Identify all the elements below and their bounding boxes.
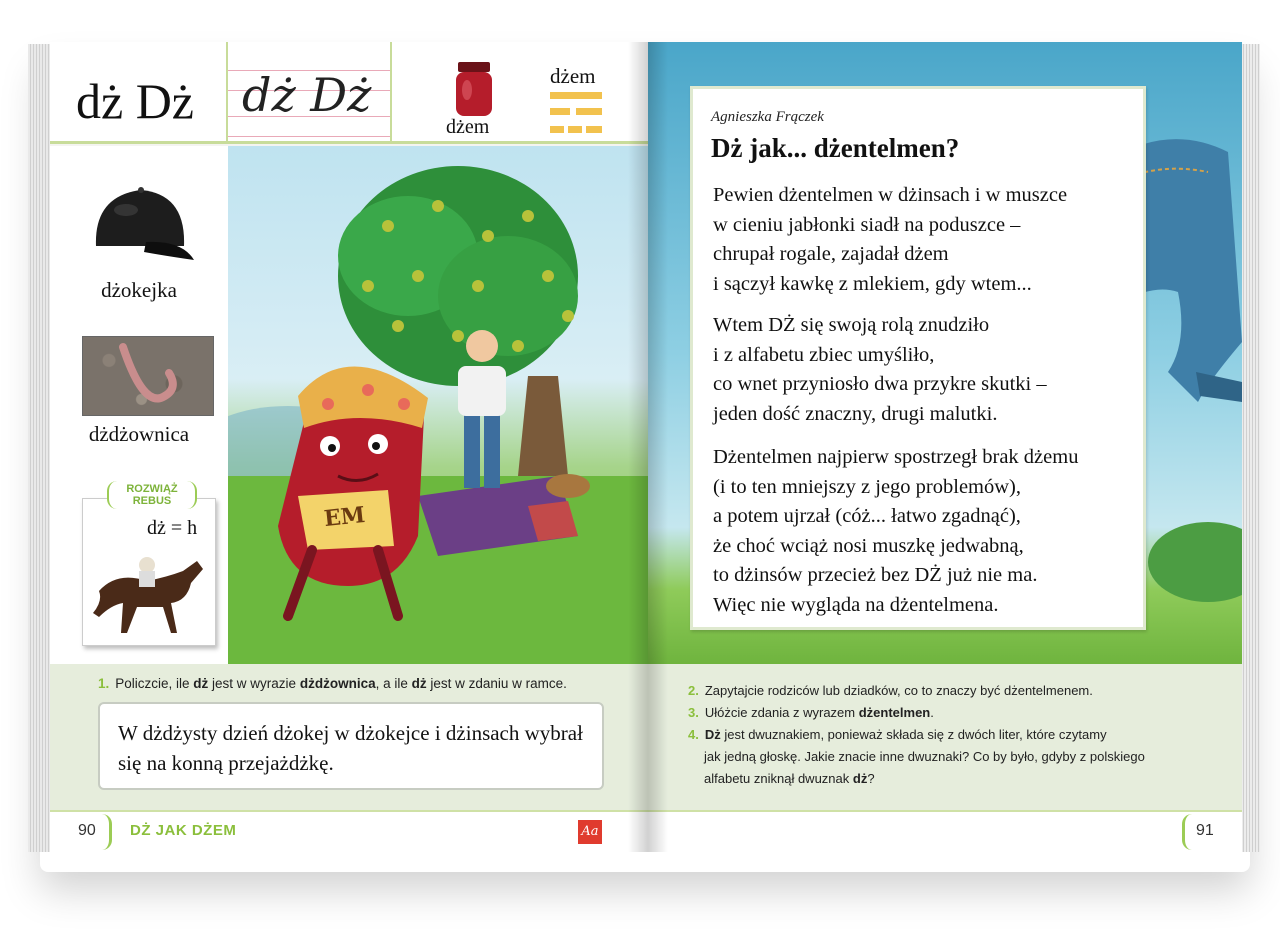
syllable-bar — [550, 108, 570, 115]
page-number-left: 90 — [78, 822, 96, 839]
poem-box — [690, 86, 1146, 630]
guide-line — [228, 136, 390, 137]
poem-line: Pewien dżentelmen w dżinsach i w muszce — [713, 184, 1068, 206]
earthworm-photo — [82, 336, 214, 416]
question-bold: Dż — [704, 727, 721, 742]
left-page — [50, 42, 650, 852]
questions-panel — [648, 664, 1242, 810]
poem-title: Dż jak... dżentelmen? — [711, 133, 960, 163]
jar-character-text: EM — [322, 501, 367, 533]
picture-column — [50, 146, 228, 666]
page-edges-right — [1240, 44, 1260, 852]
right-page — [648, 42, 1242, 852]
task-text: jest w zdaniu w ramce. — [426, 676, 567, 691]
syllable-word: dżem — [550, 64, 596, 88]
letters-header — [50, 42, 650, 144]
sentence-frame — [98, 702, 604, 790]
jar-word: dżem — [446, 116, 490, 138]
handwriting-icon: Aa — [578, 820, 602, 844]
question-number: 3. — [688, 705, 699, 720]
poem-line: a potem ujrzał (cóż... łatwo zgadnąć), — [713, 505, 1021, 527]
question-text: ? — [867, 771, 875, 786]
question-bold: dżentelmen — [858, 705, 931, 720]
poem-line: to dżinsów przecież bez DŻ już nie ma. — [713, 564, 1038, 586]
worm-label: dżdżownica — [88, 422, 190, 446]
poem-line: Więc nie wygląda na dżentelmena. — [713, 593, 999, 616]
question-text: jest dwuznakiem, ponieważ składa się z dwóch liter, które czytamy — [720, 727, 1107, 742]
rebus-equation: dż = h — [147, 517, 198, 539]
task-text: , a ile — [375, 676, 412, 691]
poem-line: Dżentelmen najpierw spostrzegł brak dżemu — [713, 446, 1079, 468]
print-letters-cell — [50, 42, 228, 142]
left-footer — [50, 810, 650, 852]
syllable-bar — [576, 108, 602, 115]
page-number-right: 91 — [1196, 822, 1214, 839]
question-4 — [688, 724, 1145, 790]
page-edges-left — [28, 44, 52, 852]
poem-line: i sączył kawkę z mlekiem, gdy wtem... — [713, 272, 1032, 295]
syllable-bar — [550, 126, 564, 133]
garden-illustration — [228, 146, 650, 664]
poem-line: (i to ten mniejszy z jego problemów), — [713, 475, 1021, 498]
poem-stanza-3 — [713, 443, 1078, 620]
illustration-scene — [228, 146, 650, 664]
task-panel — [50, 664, 650, 810]
question-3 — [688, 702, 934, 724]
question-number: 4. — [688, 727, 699, 742]
question-2 — [688, 680, 1093, 702]
rebus-title: ROZWIĄŻ REBUS — [107, 481, 197, 509]
question-text: . — [930, 705, 934, 720]
syllable-bar — [550, 92, 602, 99]
question-text: Zapytajcie rodziców lub dziadków, co to znaczy być dżentelmenem. — [704, 683, 1093, 698]
poem-line: Wtem DŻ się swoją rolą znudziło — [713, 314, 990, 336]
hat-label: dżokejka — [101, 278, 177, 302]
question-text: alfabetu zniknął dwuznak — [704, 771, 853, 786]
poem-line: chrupał rogale, zajadał dżem — [713, 243, 949, 265]
question-line — [688, 768, 1145, 790]
page-bracket — [1182, 814, 1192, 850]
task-text: jest w wyrazie — [208, 676, 300, 691]
page-bracket — [102, 814, 112, 850]
task-number: 1. — [98, 676, 110, 691]
right-footer — [648, 810, 1242, 852]
poem-line: co wnet przyniosło dwa przykre skutki – — [713, 373, 1047, 395]
earthworm-icon — [83, 337, 215, 417]
question-number: 2. — [688, 683, 699, 698]
jam-jar-icon — [452, 60, 496, 118]
poem-line: jeden dość znaczny, drugi malutki. — [713, 402, 998, 425]
poem-author: Agnieszka Frączek — [711, 109, 824, 125]
rebus-card — [82, 483, 216, 646]
racehorse-icon — [87, 541, 213, 637]
task-bold: dżdżownica — [299, 676, 376, 691]
chapter-title: DŻ JAK DŻEM — [130, 822, 237, 839]
print-letters: dż Dż — [76, 73, 194, 129]
jockey-cap-icon — [86, 176, 196, 268]
task-bold: dż — [193, 676, 209, 691]
poem-line: że choć wciąż nosi muszkę jedwabną, — [713, 534, 1024, 557]
poem-stanza-2 — [713, 311, 1047, 429]
question-text: jak jedną głoskę. Jakie znacie inne dwuznaki? Co by było, gdyby z polskiego — [704, 749, 1145, 764]
question-text: Ułóżcie zdania z wyrazem — [704, 705, 859, 720]
syllable-bar — [586, 126, 602, 133]
task-text: Policzcie, ile — [115, 676, 194, 691]
poem-line: i z alfabetu zbiec umyśliło, — [713, 343, 935, 366]
frame-sentence: W dżdżysty dzień dżokej w dżokejce i dżinsach wybrał się na konną przejażdżkę. — [118, 721, 583, 775]
syllable-bar — [568, 126, 582, 133]
question-bold: dż — [852, 771, 868, 786]
task-1 — [98, 676, 567, 691]
script-letters: dż Dż — [242, 68, 372, 122]
poem-stanza-1 — [713, 181, 1067, 299]
script-letters-cell — [228, 42, 392, 142]
task-bold: dż — [411, 676, 427, 691]
poem-line: w cieniu jabłonki siadł na poduszce – — [713, 213, 1021, 236]
